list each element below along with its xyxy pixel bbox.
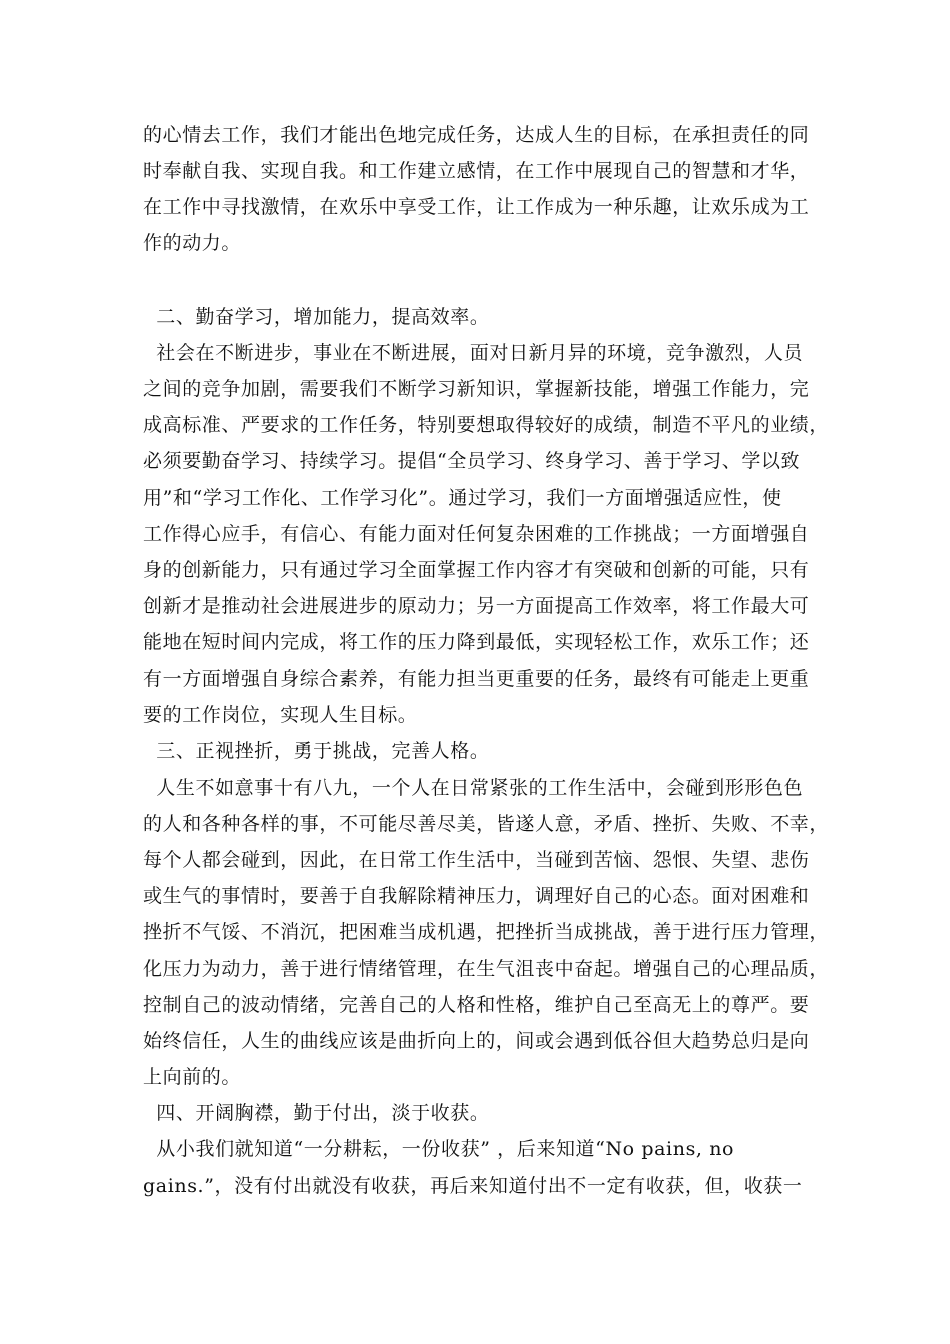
text-line: 之间的竞争加剧，需要我们不断学习新知识，掌握新技能，增强工作能力，完 xyxy=(143,378,810,400)
text-line: gains.”，没有付出就没有收获，再后来知道付出不一定有收获，但，收获一 xyxy=(143,1175,803,1197)
text-line: 挫折不气馁、不消沉，把困难当成机遇，把挫折当成挑战，善于进行压力管理， xyxy=(143,921,830,943)
text-line: 成高标准、严要求的工作任务，特别要想取得较好的成绩，制造不平凡的业绩， xyxy=(143,414,830,436)
text-line: 每个人都会碰到，因此，在日常工作生活中，当碰到苦恼、怨恨、失望、悲伤 xyxy=(143,849,810,871)
text-line: 时奉献自我、实现自我。和工作建立感情，在工作中展现自己的智慧和才华， xyxy=(143,160,810,182)
text-line: 要的工作岗位，实现人生目标。 xyxy=(143,704,418,726)
text-line: 或生气的事情时，要善于自我解除精神压力，调理好自己的心态。面对困难和 xyxy=(143,885,810,907)
text-line: 身的创新能力，只有通过学习全面掌握工作内容才有突破和创新的可能，只有 xyxy=(143,559,810,581)
text-line: 有一方面增强自身综合素养，有能力担当更重要的任务，最终有可能走上更重 xyxy=(143,668,810,690)
text-line: 社会在不断进步，事业在不断进展，面对日新月异的环境，竞争激烈，人员 xyxy=(143,342,804,364)
text-line: 化压力为动力，善于进行情绪管理，在生气沮丧中奋起。增强自己的心理品质， xyxy=(143,958,830,980)
text-line: 从小我们就知道“一分耕耘，一份收获” ，后来知道“No pains, no xyxy=(143,1138,735,1160)
text-line: 始终信任，人生的曲线应该是曲折向上的，间或会遇到低谷但大趋势总归是向 xyxy=(143,1030,810,1052)
text-line: 的人和各种各样的事，不可能尽善尽美，皆遂人意，矛盾、挫折、失败、不幸， xyxy=(143,813,830,835)
text-line: 上向前的。 xyxy=(143,1066,242,1088)
text-line: 工作得心应手，有信心、有能力面对任何复杂困难的工作挑战；一方面增强自 xyxy=(143,523,810,545)
section-heading: 四、开阔胸襟，勤于付出，淡于收获。 xyxy=(143,1102,490,1124)
text-line: 的心情去工作，我们才能出色地完成任务，达成人生的目标，在承担责任的同 xyxy=(143,124,810,146)
section-heading: 三、正视挫折，勇于挑战，完善人格。 xyxy=(143,740,490,762)
text-line: 能地在短时间内完成，将工作的压力降到最低，实现轻松工作，欢乐工作；还 xyxy=(143,631,810,653)
text-line: 用”和“学习工作化、工作学习化”。通过学习，我们一方面增强适应性，使 xyxy=(143,487,782,509)
section-heading: 二、勤奋学习，增加能力，提高效率。 xyxy=(143,306,490,328)
text-line: 控制自己的波动情绪，完善自己的人格和性格，维护自己至高无上的尊严。要 xyxy=(143,994,810,1016)
text-line: 必须要勤奋学习、持续学习。提倡“全员学习、终身学习、善于学习、学以致 xyxy=(143,450,801,472)
text-line: 人生不如意事十有八九，一个人在日常紧张的工作生活中，会碰到形形色色 xyxy=(143,777,804,799)
text-line: 作的动力。 xyxy=(143,232,242,254)
text-line: 在工作中寻找激情，在欢乐中享受工作，让工作成为一种乐趣，让欢乐成为工 xyxy=(143,196,810,218)
text-line: 创新才是推动社会进展进步的原动力；另一方面提高工作效率，将工作最大可 xyxy=(143,595,810,617)
